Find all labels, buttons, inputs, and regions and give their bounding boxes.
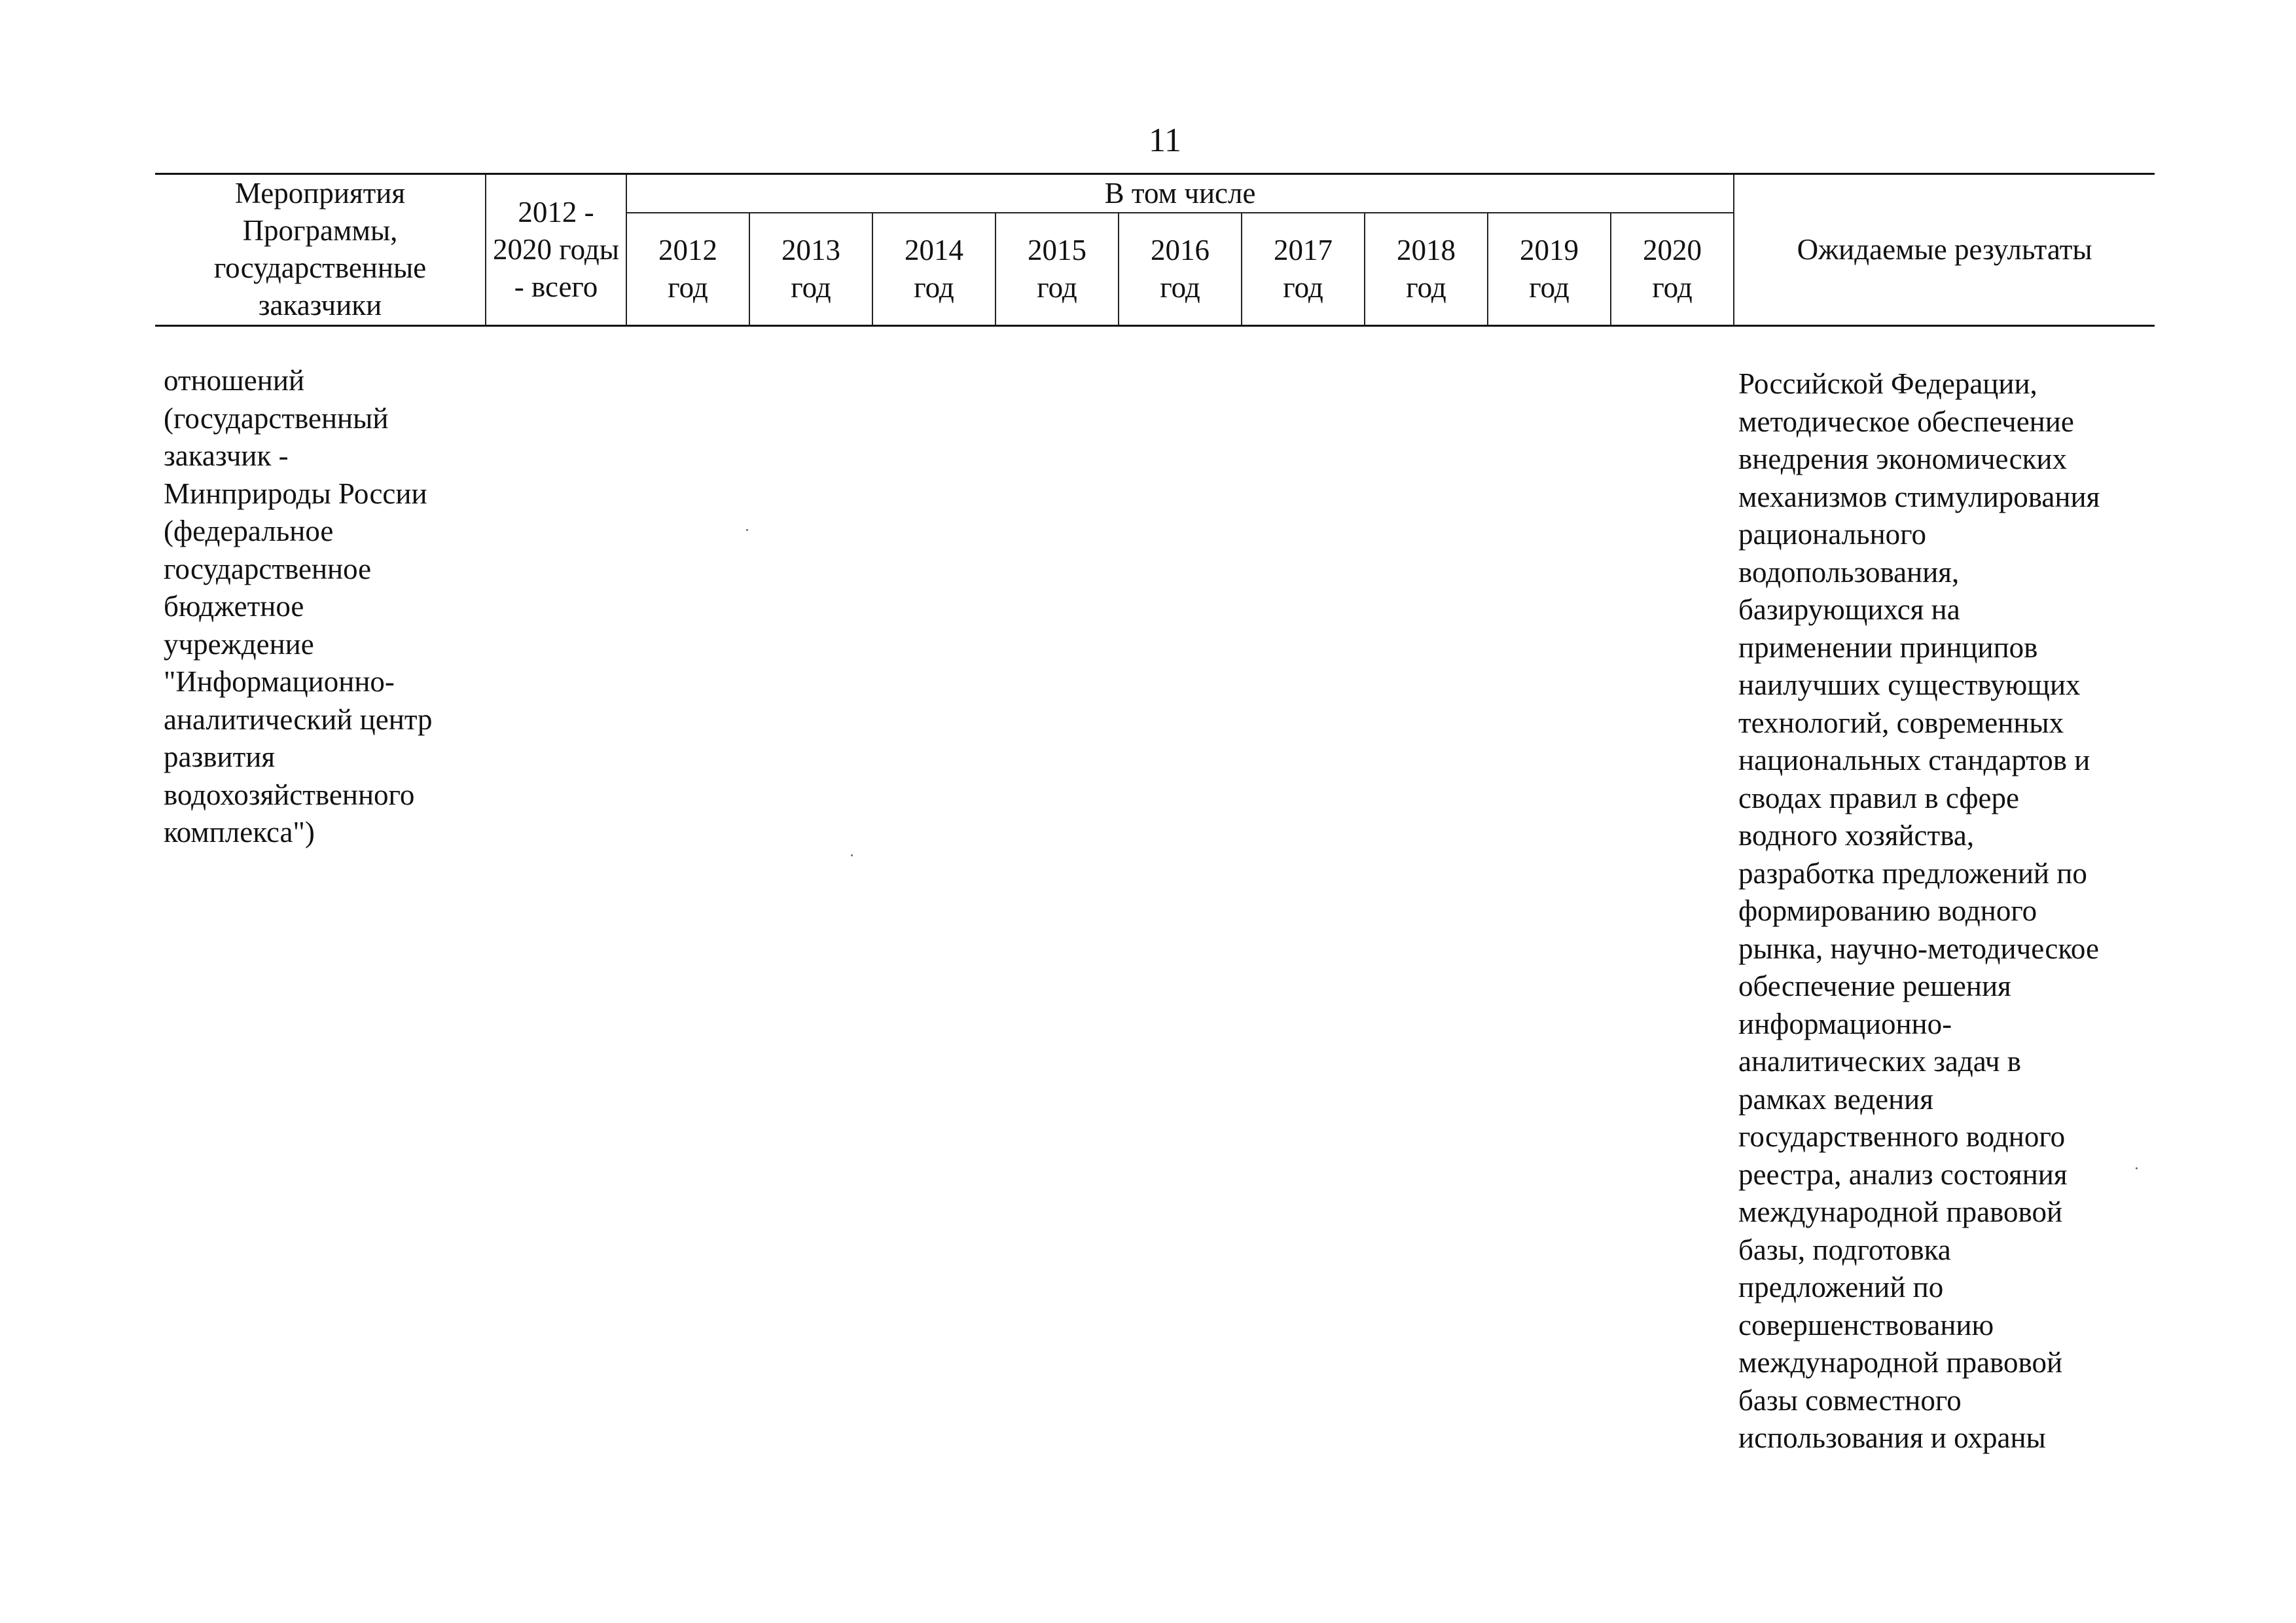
header-year-2012: 2012 год <box>626 213 749 325</box>
header-including: В том числе <box>626 174 1734 213</box>
header-year-2017: 2017 год <box>1242 213 1365 325</box>
header-year-2015: 2015 год <box>996 213 1119 325</box>
header-year-2019: 2019 год <box>1488 213 1611 325</box>
header-year-2014: 2014 год <box>872 213 996 325</box>
header-total: 2012 - 2020 годы - всего <box>486 174 626 326</box>
measures-text: отношений (государственный заказчик - Минприроды России (федеральное государственное бюджетное учреждение "Информационно- аналитический центр развития водохозяйственного комплекса") <box>164 364 433 848</box>
header-year-2020: 2020 год <box>1611 213 1734 325</box>
page-number: 11 <box>1148 122 1182 159</box>
header-measures: Мероприятия Программы, государственные заказчики <box>155 174 486 326</box>
scan-speck <box>746 529 748 531</box>
header-results: Ожидаемые результаты <box>1734 174 2155 326</box>
scan-speck <box>851 854 853 856</box>
header-year-2013: 2013 год <box>749 213 872 325</box>
results-text: Российской Федерации, методическое обеспечение внедрения экономических механизмов стимулирования рационального водопользования, базирующихся на применении принципов наилучших существующих технологий, современных национальных стандартов и сводах правил в сфере водного хозяйства, разработка предложений по формированию водного рынка, научно-методическое обеспечение решения информационно- аналитических задач в рамках ведения государственного водного реестра, анализ состояния международной правовой базы, подготовка предложений по совершенствованию международной правовой базы совместного использования и охраны <box>1738 367 2100 1454</box>
table-header <box>155 173 2155 327</box>
header-year-2018: 2018 год <box>1365 213 1488 325</box>
scan-speck <box>2136 1167 2138 1169</box>
header-year-2016: 2016 год <box>1119 213 1242 325</box>
